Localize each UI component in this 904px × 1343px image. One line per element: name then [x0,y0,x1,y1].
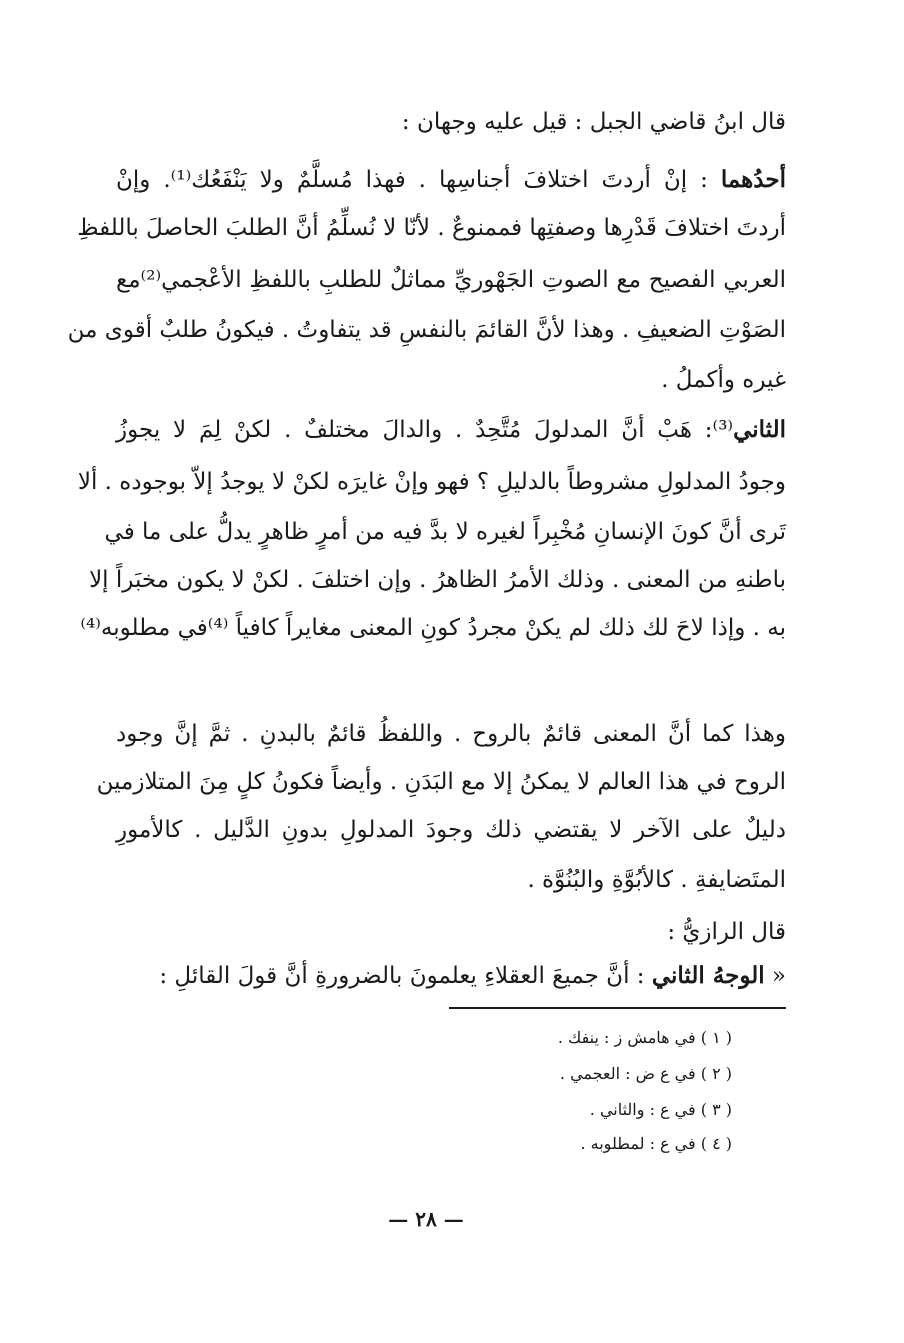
footnote-3: ( ٣ ) في ع : والثاني . [589,1100,732,1119]
intro-line: قال ابنُ قاضي الجبل : قيل عليه وجهان : [401,109,786,135]
para2-line3: تَرى أنَّ كونَ الإنسانِ مُخْبِراً لغيره لا بدَّ فيه من أمرٍ ظاهرٍ يدلُّ على ما في [104,519,786,545]
para1-line3: العربي الفصيح مع الصوتِ الجَهْوريِّ مماثلٌ للطلبِ باللفظِ الأعْجمي⁽²⁾مع [116,267,786,293]
para2-line2: وجودُ المدلولِ مشروطاً بالدليلِ ؟ فهو وإنْ غايرَه لكنْ لا يوجدُ إلاّ بوجوده . ألا [77,469,786,495]
footnote-4: ( ٤ ) في ع : لمطلوبه . [580,1134,732,1153]
para1-lead: أحدُهما [720,166,786,193]
razi-quote-lead: الوجهُ الثاني [651,962,765,989]
para3-line3: دليلٌ على الآخر لا يقتضي ذلك وجودَ المدلولِ بدونِ الدَّليل . كالأمورِ [116,817,786,843]
para2-line1-text: ⁽³⁾: هَبْ أنَّ المدلولَ مُتَّحِدٌ . والدالَ مختلفٌ . لكنْ لِمَ لا يجوزُ [116,417,734,443]
footnote-divider [449,1007,786,1009]
footnote-1: ( ١ ) في هامش ز : ينفك . [557,1028,732,1047]
quote-mark: « [764,963,786,989]
footnote-2: ( ٢ ) في ع ض : العجمي . [559,1064,732,1083]
para3-line4: المتَضايفةِ . كالأبُوَّةِ والبُنُوَّة . [527,867,786,893]
para2-line5: به . وإذا لاحَ لك ذلك لم يكنْ مجردُ كونِ المعنى مغايراً كافياً ⁽⁴⁾في مطلوبه⁽⁴⁾ [80,615,786,641]
para2-line4: باطنهِ من المعنى . وذلك الأمرُ الظاهرُ . وإن اختلفَ . لكنْ لا يكون مخبَراً إلا [89,567,786,593]
para2-line1 [116,406,786,454]
razi-quote-text: : أنَّ جميعَ العقلاءِ يعلمونَ بالضرورةِ أنَّ قولَ القائلِ : [159,963,652,989]
para3-line2: الروح في هذا العالم لا يمكنُ إلا مع البَدَنِ . وأيضاً فكونُ كلٍ مِنَ المتلازمين [96,769,786,795]
razi-quote [116,952,786,1000]
para1-line1 [116,156,786,204]
para2-lead: الثاني [733,416,786,443]
para1-line5: غيره وأكملُ . [661,367,786,393]
para1-line1-text: : إنْ أردتَ اختلافَ أجناسِها . فهذا مُسلَّمٌ ولا يَنْفَعُك⁽¹⁾. وإنْ [116,167,721,193]
para3-line1: وهذا كما أنَّ المعنى قائمٌ بالروح . واللفظُ قائمٌ بالبدنِ . ثمَّ إنَّ وجود [116,721,786,747]
para1-line2: أردتَ اختلافَ قَدْرِها وصفتِها فممنوعٌ . لأنّا لا نُسلِّمُ أنَّ الطلبَ الحاصلَ باللفظِ [77,215,786,241]
page-number: — ٢٨ — [388,1207,464,1231]
para1-line4: الصَوْتِ الضعيفِ . وهذا لأنَّ القائمَ بالنفسِ قد يتفاوتُ . فيكونُ طلبٌ أقوى من [67,317,786,343]
razi-intro: قال الرازيُّ : [667,919,786,945]
